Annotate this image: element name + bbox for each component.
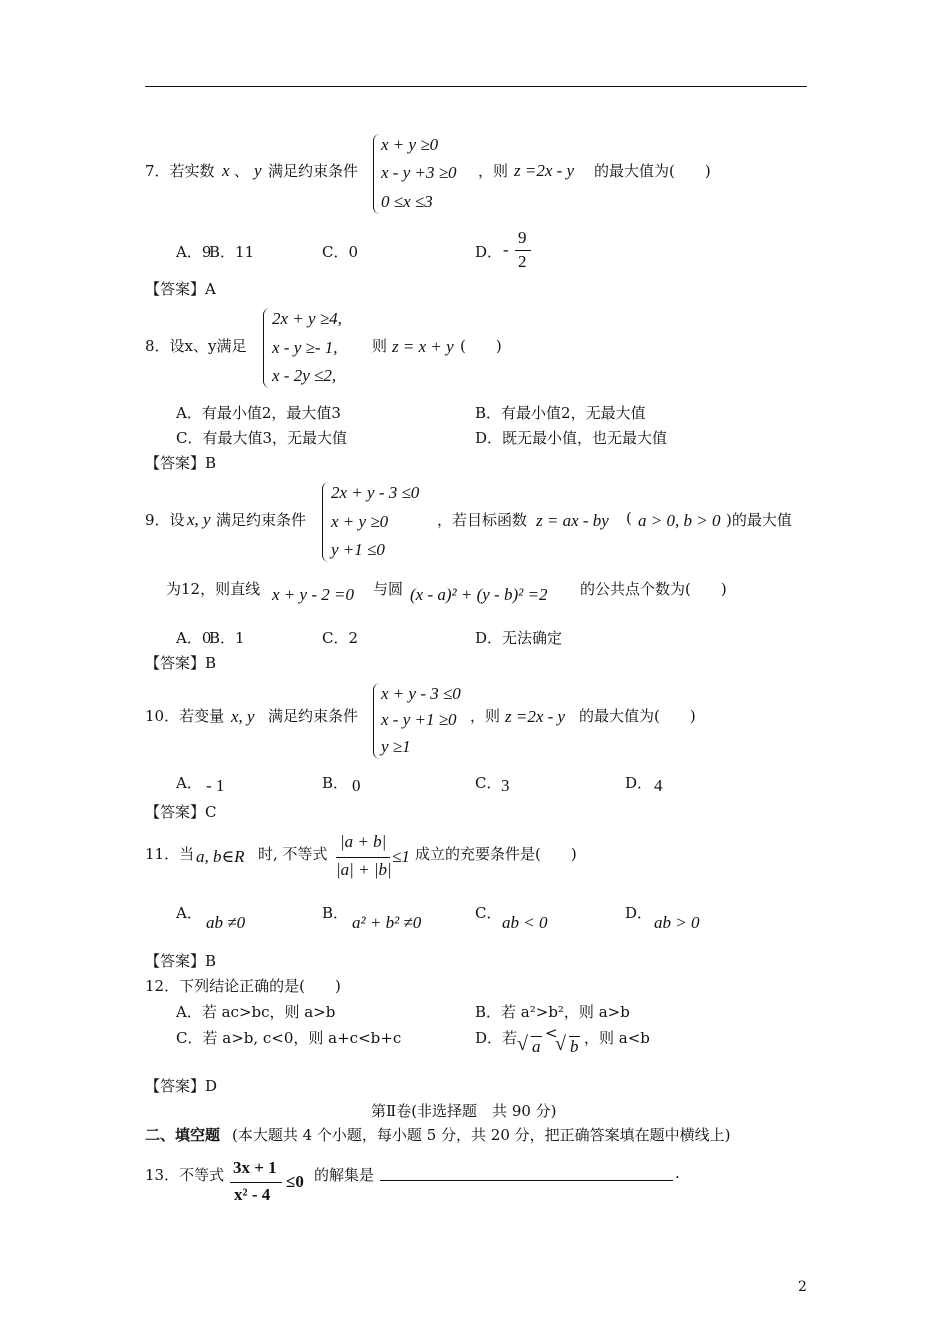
q8-option-b: B．有最小值2，无最大值 <box>475 404 646 422</box>
q11-option-c-label: C． <box>475 904 502 922</box>
q7-sep: 、 <box>234 162 250 180</box>
q13-end: . <box>675 1164 680 1182</box>
fraction-bar <box>336 857 390 858</box>
q11-condition: a, b∈R <box>196 847 245 866</box>
q10-prefix: 10．若变量 <box>145 707 225 725</box>
q7-option-b: B．11 <box>209 243 255 261</box>
sqrt-sign-a: √ <box>517 1033 528 1055</box>
q10-option-a-value: - 1 <box>206 776 225 795</box>
q10-constraint-2: x - y +1 ≥0 <box>381 710 457 729</box>
section-heading: 二、填空题 <box>145 1126 221 1144</box>
q7-brace <box>373 134 380 214</box>
q9-prefix: 9．设 <box>145 511 185 529</box>
q9-line2-suffix: 的公共点个数为( ) <box>580 580 727 598</box>
q7-option-d-sign: - <box>503 240 509 259</box>
q12-option-d-prefix: D．若 <box>475 1029 518 1047</box>
q7-option-d-fraction <box>515 228 531 272</box>
q10-mid: 满足约束条件 <box>268 707 359 725</box>
q7-answer: 【答案】A <box>145 280 216 298</box>
q10-constraint-1: x + y - 3 ≤0 <box>381 684 461 703</box>
q9-cond-open: ( <box>626 509 632 527</box>
q10-after: ，则 <box>470 707 501 725</box>
q9-circle-equation: (x - a)² + (y - b)² =2 <box>410 585 548 604</box>
q12-answer: 【答案】D <box>145 1077 218 1095</box>
q7-constraint-3: 0 ≤x ≤3 <box>381 192 433 211</box>
q11-fraction <box>336 832 390 886</box>
q8-after: 则 <box>372 337 388 355</box>
q9-line2-prefix: 为12，则直线 <box>166 580 261 598</box>
q9-objective: z = ax - by <box>536 511 609 530</box>
q9-line-equation: x + y - 2 =0 <box>272 585 354 604</box>
q7-constraint-2: x - y +3 ≥0 <box>381 163 457 182</box>
fraction-bar <box>515 250 531 251</box>
q12-option-d-lt: < <box>545 1024 558 1042</box>
q9-condition: a > 0, b > 0 <box>638 511 721 530</box>
q9-constraint-1: 2x + y - 3 ≤0 <box>331 483 420 502</box>
q7-option-a: A．9 <box>176 243 212 261</box>
q8-brace <box>263 308 270 388</box>
q11-option-a-label: A． <box>176 904 202 922</box>
q7-mid: 满足约束条件 <box>268 162 359 180</box>
page-number: 2 <box>798 1279 807 1295</box>
q13-relation: ≤0 <box>286 1172 304 1191</box>
q7-option-d-denominator: 2 <box>518 252 527 271</box>
q10-option-b-value: 0 <box>352 776 361 795</box>
q11-option-d-value: ab > 0 <box>654 913 700 932</box>
q10-option-a-label: A． <box>176 774 202 792</box>
q7-constraint-1: x + y ≥0 <box>381 135 439 154</box>
q9-cond-close: )的最大值 <box>726 511 792 529</box>
q12-option-d-a: a <box>532 1037 541 1056</box>
header-rule <box>145 86 807 87</box>
q9-answer: 【答案】B <box>145 654 217 672</box>
q10-option-d-label: D． <box>625 774 653 792</box>
q11-numerator: |a + b| <box>340 832 387 851</box>
q13-fraction <box>230 1158 282 1208</box>
q13-denominator: x² - 4 <box>234 1185 271 1204</box>
q11-prefix: 11．当 <box>145 845 195 863</box>
q12-option-d-b: b <box>570 1037 579 1056</box>
q9-brace <box>322 482 329 562</box>
q10-brace <box>373 683 380 759</box>
q12-option-b: B．若 a²>b²，则 a>b <box>475 1003 630 1021</box>
q10-option-b-label: B． <box>322 774 349 792</box>
q7-option-c: C．0 <box>322 243 359 261</box>
q10-option-d-value: 4 <box>654 776 663 795</box>
q9-constraint-3: y +1 ≤0 <box>331 540 385 559</box>
q9-vars: x, y <box>187 510 211 529</box>
q11-option-b-value: a² + b² ≠0 <box>352 913 422 932</box>
q7-suffix: 的最大值为( ) <box>594 162 711 180</box>
q12-option-d-suffix: ，则 a<b <box>584 1029 650 1047</box>
q12-stem: 12．下列结论正确的是( ) <box>145 977 341 995</box>
q11-option-b-label: B． <box>322 904 349 922</box>
answer-blank[interactable] <box>380 1180 673 1181</box>
q8-objective: z = x + y <box>392 337 454 356</box>
q11-suffix: 成立的充要条件是( ) <box>415 845 577 863</box>
q9-option-b: B．1 <box>209 629 245 647</box>
q9-constraint-2: x + y ≥0 <box>331 512 389 531</box>
part2-title: 第Ⅱ卷(非选择题 共 90 分) <box>371 1102 557 1120</box>
q12-option-a: A．若 ac>bc，则 a>b <box>176 1003 336 1021</box>
q7-option-d: D． <box>475 243 503 261</box>
q11-relation: ≤1 <box>392 847 410 866</box>
q11-mid: 时, 不等式 <box>258 845 328 863</box>
q7-option-d-numerator: 9 <box>518 228 527 247</box>
q9-option-d: D．无法确定 <box>475 629 563 647</box>
q9-after: ，若目标函数 <box>437 511 528 529</box>
q10-option-c-label: C． <box>475 774 502 792</box>
q11-option-a-value: ab ≠0 <box>206 913 246 932</box>
q8-option-c: C．有最大值3，无最大值 <box>176 429 348 447</box>
q11-option-c-value: ab < 0 <box>502 913 548 932</box>
q7-after: ，则 <box>478 162 509 180</box>
q8-constraint-3: x - 2y ≤2, <box>272 366 337 385</box>
q10-option-c-value: 3 <box>501 776 510 795</box>
q7-var-y: y <box>254 161 262 180</box>
q9-option-a: A．0 <box>176 629 212 647</box>
q7-prefix: 7．若实数 <box>145 162 215 180</box>
q8-answer: 【答案】B <box>145 454 217 472</box>
q10-objective: z =2x - y <box>505 707 566 726</box>
section-description: (本大题共 4 个小题，每小题 5 分，共 20 分，把正确答案填在题中横线上) <box>232 1126 731 1144</box>
fraction-bar <box>230 1182 282 1183</box>
q13-numerator: 3x + 1 <box>233 1158 277 1177</box>
q7-var-x: x <box>222 161 230 180</box>
q13-suffix: 的解集是 <box>314 1166 375 1184</box>
q10-vars: x, y <box>231 707 255 726</box>
q13-prefix: 13．不等式 <box>145 1166 225 1184</box>
q7-objective: z =2x - y <box>514 161 575 180</box>
q11-option-d-label: D． <box>625 904 653 922</box>
q8-option-d: D．既无最小值，也无最大值 <box>475 429 668 447</box>
q8-constraint-2: x - y ≥- 1, <box>272 338 338 357</box>
q12-option-c: C．若 a>b, c<0，则 a+c<b+c <box>176 1029 402 1047</box>
q11-answer: 【答案】B <box>145 952 217 970</box>
q9-mid: 满足约束条件 <box>216 511 307 529</box>
q10-answer: 【答案】C <box>145 803 217 821</box>
q11-denominator: |a| + |b| <box>336 860 392 879</box>
q9-option-c: C．2 <box>322 629 359 647</box>
q8-suffix: ( ) <box>460 337 502 355</box>
q10-constraint-3: y ≥1 <box>381 737 411 756</box>
q10-suffix: 的最大值为( ) <box>579 707 696 725</box>
q8-constraint-1: 2x + y ≥4, <box>272 309 342 328</box>
q8-prefix: 8．设x、y满足 <box>145 337 247 355</box>
q8-option-a: A．有最小值2，最大值3 <box>176 404 341 422</box>
sqrt-sign-b: √ <box>555 1033 566 1055</box>
q9-with: 与圆 <box>373 580 404 598</box>
